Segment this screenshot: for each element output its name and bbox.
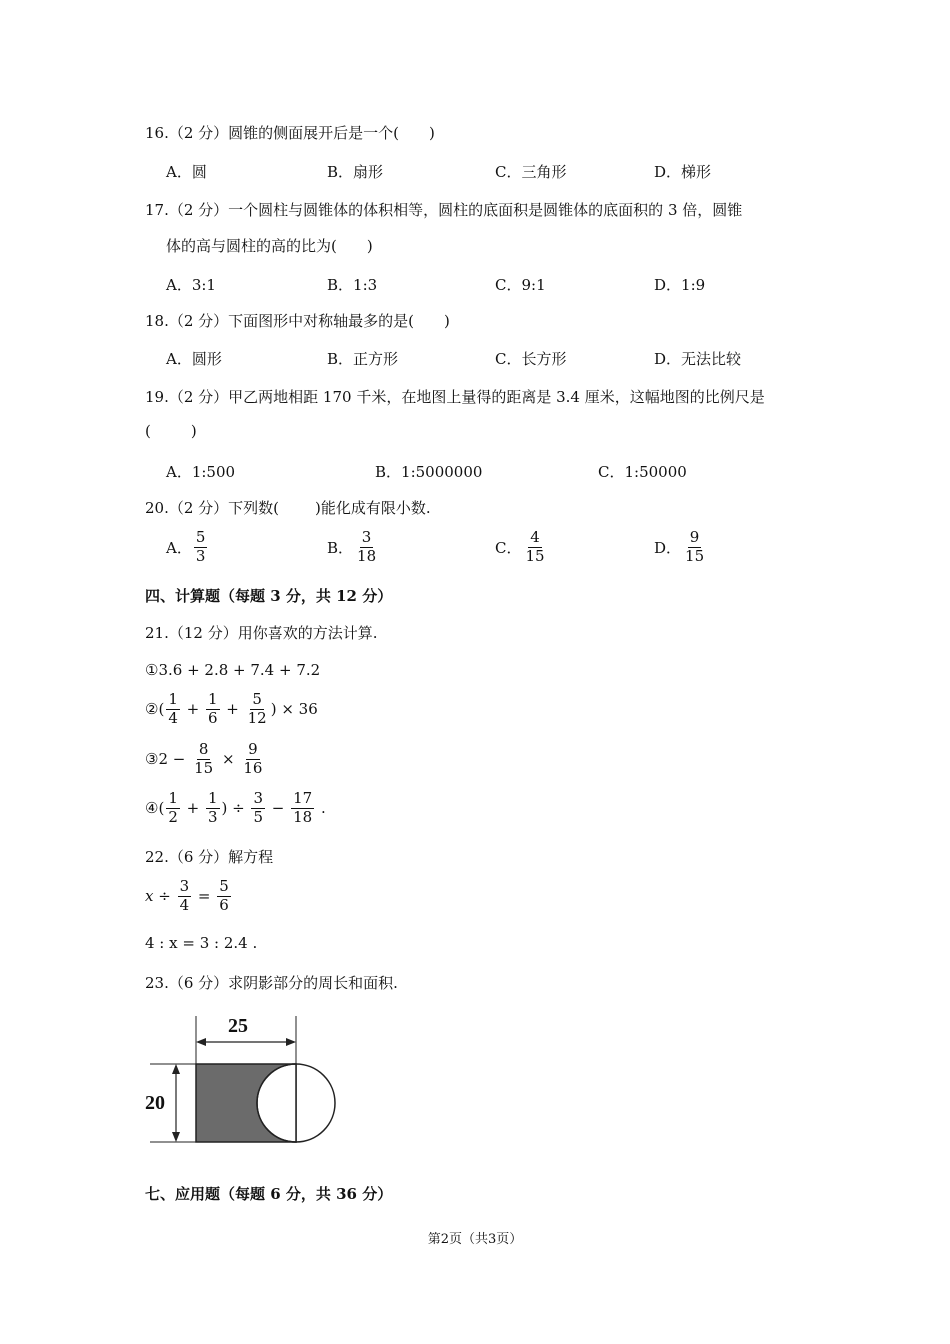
q21-expr-4: ④ ( $\frac{1}{2}$ + $\frac{1}{3}$ ) ÷ $\frac{3}{5}$ − $\frac{17}{18}$ .	[145, 789, 326, 826]
q19-stem-line2: ( )	[145, 422, 197, 440]
q20-option-d: D． $\frac{9}{15}$	[654, 528, 705, 565]
q20-option-a: A． $\frac{5}{3}$	[166, 528, 206, 565]
q23-figure	[140, 1008, 370, 1153]
q21-expr-3: ③ 2 − $\frac{8}{15}$ × $\frac{9}{16}$	[145, 740, 263, 777]
section-7-title: 七、应用题（每题 6 分，共 36 分）	[145, 1185, 393, 1203]
q21-stem: 21.（12 分）用你喜欢的方法计算.	[145, 624, 378, 642]
fraction: $\frac{3}{4}$	[179, 877, 190, 914]
fraction: $\frac{9}{15}$	[685, 528, 705, 565]
q16-option-c: C．三角形	[495, 163, 567, 181]
q19-option-c: C．1:50000	[598, 463, 687, 481]
fraction: $\frac{1}{3}$	[207, 789, 218, 826]
q22-equation-2: 4 : x = 3 : 2.4 .	[145, 934, 258, 952]
q18-option-a: A．圆形	[166, 350, 222, 368]
q18-option-b: B．正方形	[327, 350, 399, 368]
q16-option-a: A．圆	[166, 163, 207, 181]
q17-option-b: B．1:3	[327, 276, 378, 294]
q20-option-b: B． $\frac{3}{18}$	[327, 528, 377, 565]
q18-stem: 18.（2 分）下面图形中对称轴最多的是( )	[145, 312, 450, 330]
arrow-head-bottom	[172, 1132, 180, 1142]
q16-option-d: D．梯形	[654, 163, 712, 181]
fraction: $\frac{4}{15}$	[525, 528, 545, 565]
fraction: $\frac{5}{12}$	[247, 690, 267, 727]
q23-stem: 23.（6 分）求阴影部分的周长和面积.	[145, 974, 398, 992]
q20-option-c: C． $\frac{4}{15}$	[495, 528, 545, 565]
arrow-head-right	[286, 1038, 296, 1046]
arrow-head-left	[196, 1038, 206, 1046]
q17-option-c: C．9:1	[495, 276, 546, 294]
q19-stem-line1: 19.（2 分）甲乙两地相距 170 千米，在地图上量得的距离是 3.4 厘米，这幅地图的比例尺是	[145, 388, 765, 406]
q16-stem: 16.（2 分）圆锥的侧面展开后是一个( )	[145, 124, 435, 142]
arrow-head-top	[172, 1064, 180, 1074]
q21-expr-1: ①3.6 + 2.8 + 7.4 + 7.2	[145, 661, 321, 679]
q17-option-a: A．3:1	[166, 276, 216, 294]
fraction: $\frac{1}{4}$	[168, 690, 178, 727]
fraction: $\frac{1}{2}$	[168, 789, 178, 826]
width-label: 25	[228, 1015, 248, 1037]
fraction: $\frac{3}{18}$	[357, 528, 377, 565]
q18-option-d: D．无法比较	[654, 350, 742, 368]
q19-option-b: B．1:5000000	[375, 463, 483, 481]
q18-option-c: C．长方形	[495, 350, 567, 368]
fraction: $\frac{3}{5}$	[253, 789, 264, 826]
fraction: $\frac{5}{3}$	[195, 528, 206, 565]
q19-option-a: A．1:500	[166, 463, 236, 481]
fraction: $\frac{1}{6}$	[207, 690, 218, 727]
fraction: $\frac{17}{18}$	[293, 789, 313, 826]
q17-option-d: D．1:9	[654, 276, 706, 294]
fraction: $\frac{5}{6}$	[219, 877, 229, 914]
q21-expr-2: ② ( $\frac{1}{4}$ + $\frac{1}{6}$ + $\frac{5}{12}$ ) × 36	[145, 690, 318, 727]
fraction: $\frac{9}{16}$	[243, 740, 263, 777]
q17-stem-line1: 17.（2 分）一个圆柱与圆锥体的体积相等，圆柱的底面积是圆锥体的底面积的 3 倍，圆锥	[145, 201, 743, 219]
section-4-title: 四、计算题（每题 3 分，共 12 分）	[145, 587, 393, 605]
q20-stem: 20.（2 分）下列数( )能化成有限小数.	[145, 499, 431, 517]
fraction: $\frac{8}{15}$	[194, 740, 214, 777]
q22-stem: 22.（6 分）解方程	[145, 848, 274, 866]
q16-option-b: B．扇形	[327, 163, 384, 181]
q17-stem-line2: 体的高与圆柱的高的比为( )	[166, 237, 373, 255]
q22-equation-1: x ÷ $\frac{3}{4}$ = $\frac{5}{6}$	[145, 877, 229, 914]
page-footer: 第2页（共3页）	[427, 1232, 523, 1247]
height-label: 20	[145, 1092, 165, 1114]
